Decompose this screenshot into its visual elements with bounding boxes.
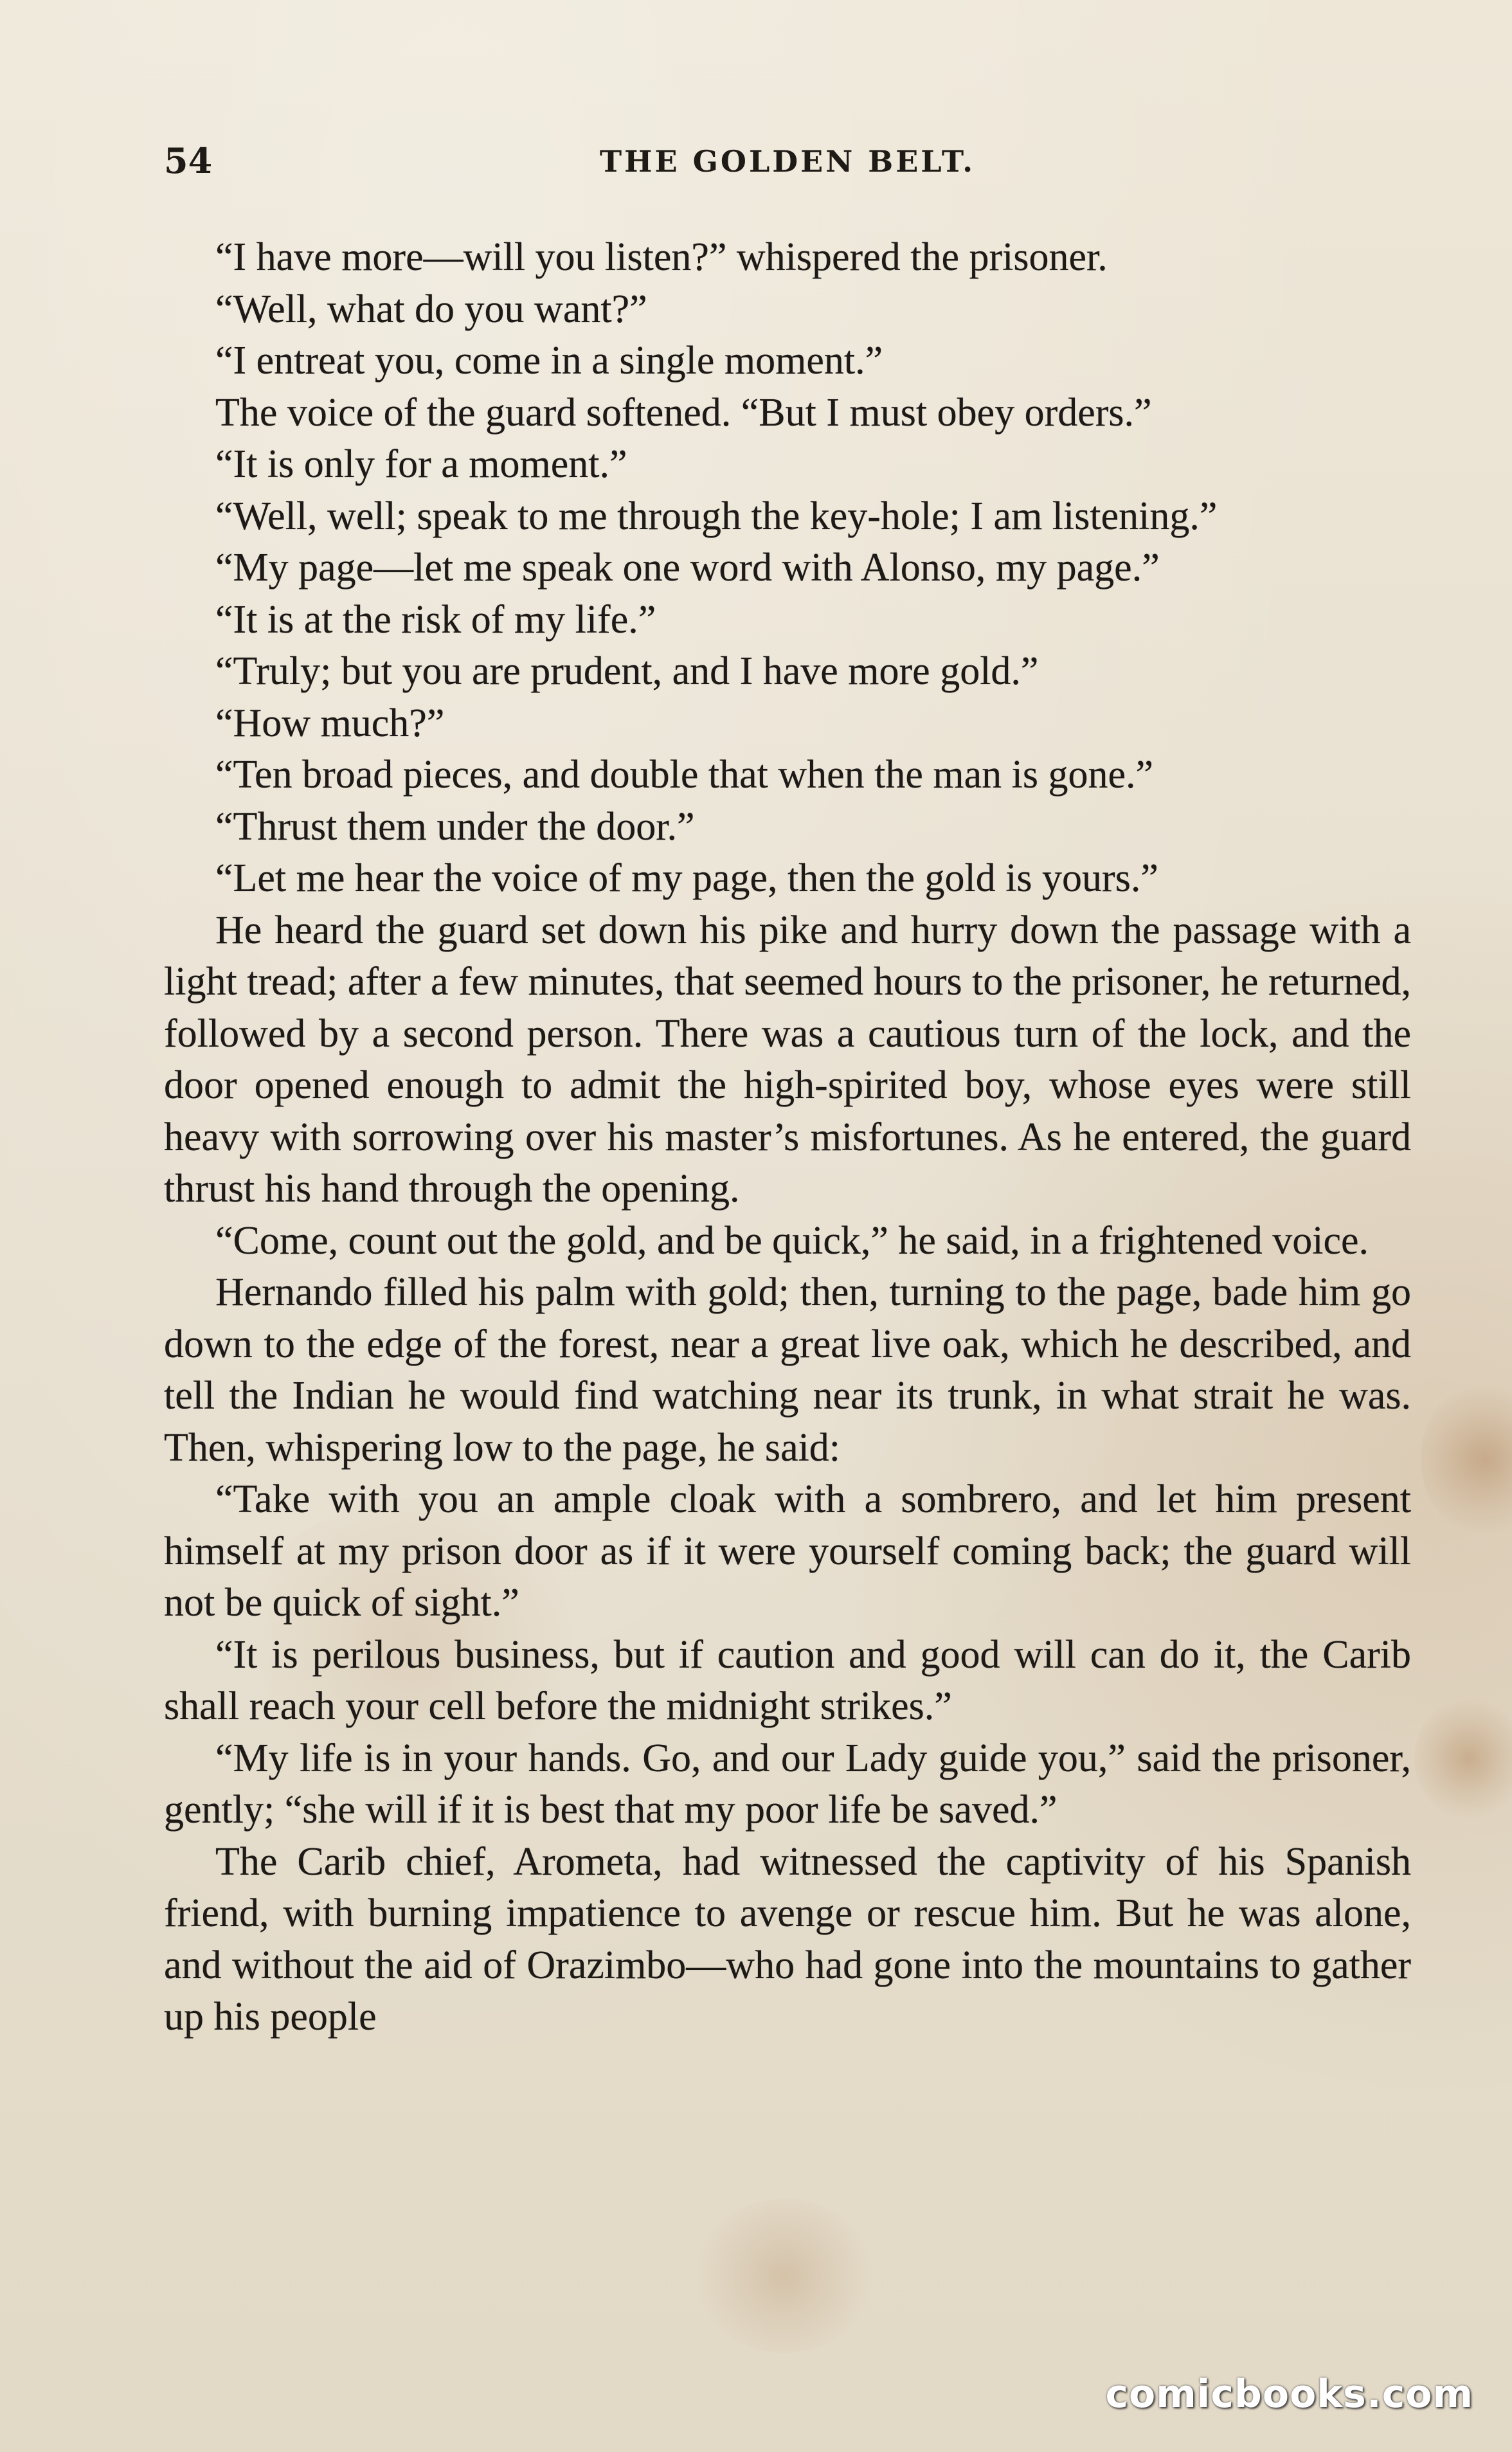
paragraph: “Thrust them under the door.” (215, 804, 695, 849)
paragraph: “Truly; but you are prudent, and I have more gold.” (215, 649, 1039, 693)
paragraph: He heard the guard set down his pike and hurry down the passage with a light tread; after a few minutes, that seemed hours to the prisoner, he returned, followed by a second person. There was a cautious turn of the lock, and the door opened enough to admit the high-spirited boy, whose eyes were still heavy with sorrowing over his master’s misfortunes. As he entered, the guard thrust his hand through the opening. (164, 908, 1411, 1211)
paragraph: “I entreat you, come in a single moment.” (215, 339, 883, 383)
paragraph: “Ten broad pieces, and double that when the man is gone.” (215, 753, 1154, 797)
paragraph: “I have more—will you listen?” whispered the prisoner. (215, 235, 1108, 279)
paragraph: “It is at the risk of my life.” (215, 597, 656, 642)
paragraph: “How much?” (215, 701, 445, 745)
running-title: THE GOLDEN BELT. (599, 144, 976, 179)
paragraph: “Well, well; speak to me through the key-hole; I am listening.” (215, 494, 1218, 538)
paragraph: “My page—let me speak one word with Alonso, my page.” (215, 546, 1160, 590)
paragraph: “Let me hear the voice of my page, then the gold is yours.” (215, 856, 1158, 900)
paragraph: “Come, count out the gold, and be quick,” he said, in a frightened voice. (215, 1218, 1369, 1263)
page-header (164, 140, 1411, 185)
paragraph: Hernando filled his palm with gold; then, turning to the page, bade him go down to the edge of the forest, near a great live oak, which he described, and tell the Indian he would find watching near its trunk, in what strait he was. Then, whispering low to the page, he said: (164, 1270, 1411, 1470)
paragraph: “It is only for a moment.” (215, 442, 627, 486)
paragraph: “My life is in your hands. Go, and our Lady guide you,” said the prisoner, gently; “she will if it is best that my poor life be saved.” (164, 1736, 1411, 1832)
paragraph: The voice of the guard softened. “But I must obey orders.” (215, 390, 1152, 435)
paragraph: The Carib chief, Arometa, had witnessed the captivity of his Spanish friend, with burning impatience to avenge or rescue him. But he was alone, and without the aid of Orazimbo—who had gone into the mountains to gather up his people (164, 1839, 1411, 2039)
stain-spot (694, 2199, 874, 2353)
text-body (164, 231, 1411, 2043)
paragraph: “Take with you an ample cloak with a sombrero, and let him present himself at my prison door as if it were yourself coming back; the guard will not be quick of sight.” (164, 1477, 1411, 1625)
site-watermark: comicbooks.com (1105, 2372, 1473, 2417)
page-number: 54 (164, 140, 213, 181)
stain-spot (1421, 1382, 1512, 1537)
stain-spot (1414, 1697, 1512, 1819)
paragraph: “Well, what do you want?” (215, 287, 647, 331)
paragraph: “It is perilous business, but if caution and good will can do it, the Carib shall reach your cell before the midnight strikes.” (164, 1632, 1411, 1728)
